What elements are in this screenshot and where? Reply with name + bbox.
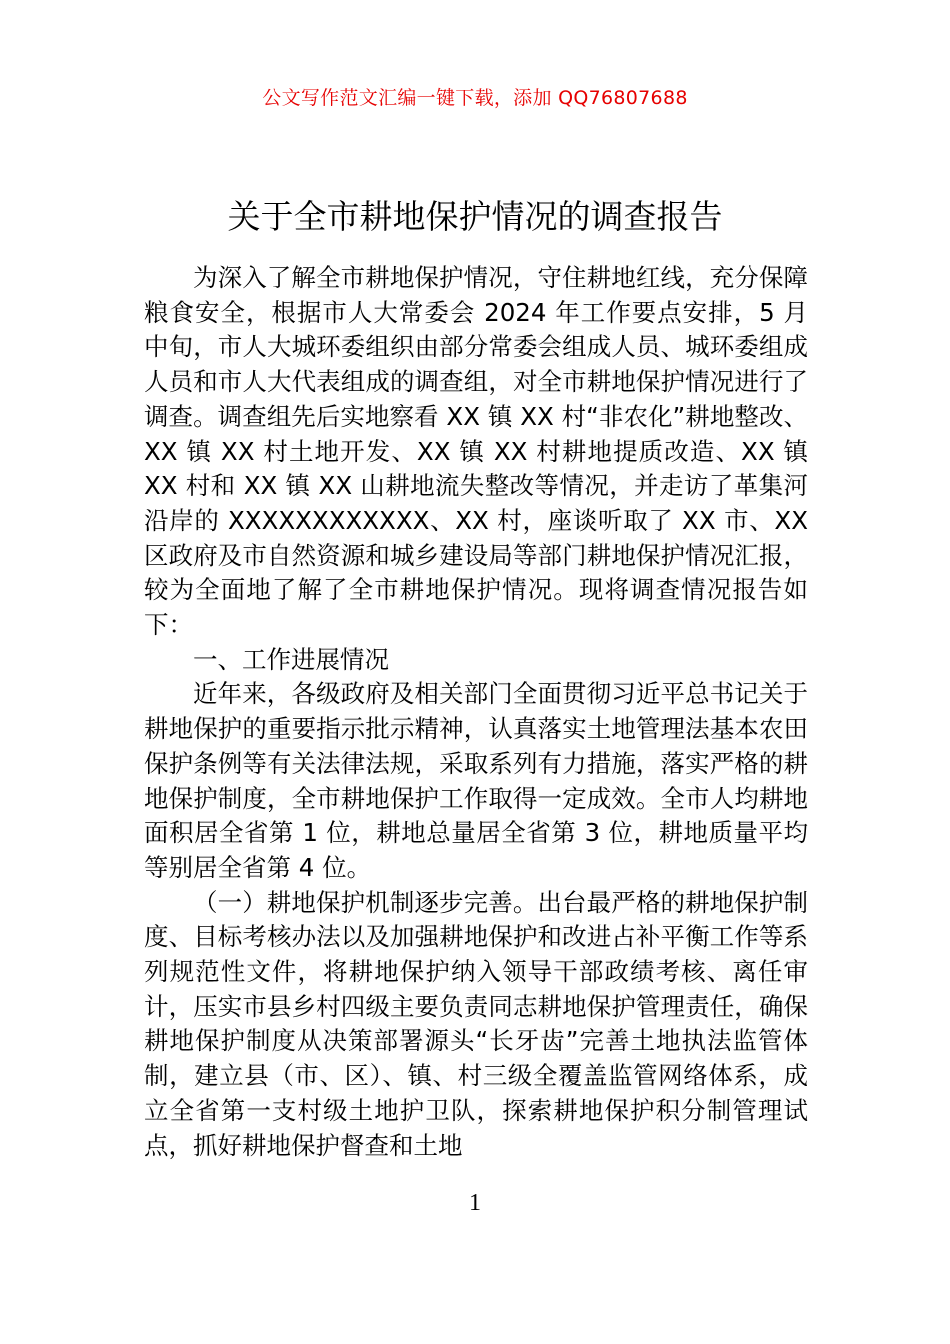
paragraph-progress: 近年来，各级政府及相关部门全面贯彻习近平总书记关于耕地保护的重要指示批示精神，认真落实土地管理法基本农田保护条例等有关法律法规，采取系列有力措施，落实严格的耕地保护制度，全市耕地保护工作取得一定成效。全市人均耕地面积居全省第 1 位，耕地总量居全省第 3 位，耕地质量平均等别居全省第 4 位。 — [144, 679, 808, 882]
document-body — [144, 261, 808, 1163]
page-title: 关于全市耕地保护情况的调查报告 — [227, 197, 723, 237]
page-number: 1 — [469, 1190, 481, 1216]
section-heading: 一、工作进展情况 — [193, 644, 389, 674]
paragraph-mechanism: （一）耕地保护机制逐步完善。出台最严格的耕地保护制度、目标考核办法以及加强耕地保护和改进占补平衡工作等系列规范性文件，将耕地保护纳入领导干部政绩考核、离任审计，压实市县乡村四级主要负责同志耕地保护管理责任，确保耕地保护制度从决策部署源头“长牙齿”完善土地执法监管体制，建立县（市、区）、镇、村三级全覆盖监管网络体系，成立全省第一支村级土地护卫队，探索耕地保护积分制管理试点，抓好耕地保护督查和土地 — [144, 887, 808, 1160]
watermark-text: 公文写作范文汇编一键下载，添加 QQ76807688 — [262, 87, 688, 109]
paragraph-intro: 为深入了解全市耕地保护情况，守住耕地红线，充分保障粮食安全，根据市人大常委会 2024 年工作要点安排，5 月中旬，市人大城环委组织由部分常委会组成人员、城环委组成人员和市人大代表组成的调查组，对全市耕地保护情况进行了调查。调查组先后实地察看 XX 镇 XX 村“非农化”耕地整改、XX 镇 XX 村土地开发、XX 镇 XX 村耕地提质改造、XX 镇 XX 村和 XX 镇 XX 山耕地流失整改等情况，并走访了革集河沿岸的 XXXXXXXXXXXX、XX 村，座谈听取了 XX 市、XX 区政府及市自然资源和城乡建设局等部门耕地保护情况汇报，较为全面地了解了全市耕地保护情况。现将调查情况报告如下： — [144, 263, 808, 640]
